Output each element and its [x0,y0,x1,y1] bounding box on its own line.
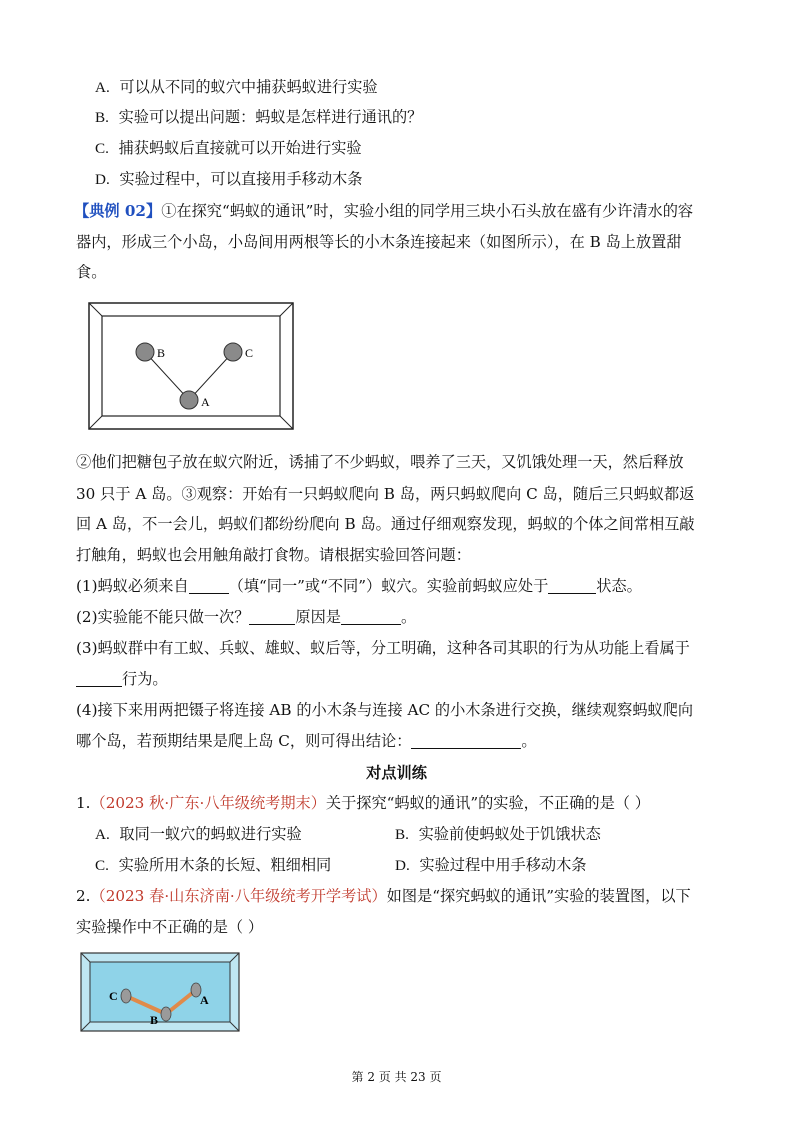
sub-question-4: (4)接下来用两把镊子将连接 AB 的小木条与连接 AC 的小木条进行交换，继续观察蚂蚁爬向 [76,701,694,719]
passage-line-2: 30 只于 A 岛。③观察：开始有一只蚂蚁爬向 B 岛，两只蚂蚁爬向 C 岛，随后三只蚂蚁都返 [76,485,695,503]
island-label-a: A [201,395,210,409]
practice-1-options-row-2: C. 实验所用木条的长短、粗细相同 D. 实验过程中用手移动木条 [95,856,587,874]
section-title: 对点训练 [366,764,427,782]
figure-ant-islands-1 [88,302,294,430]
option-d: D. 实验过程中，可以直接用手移动木条 [95,170,363,188]
island-label-b: B [157,346,166,360]
practice-1-options-row-1: A. 取同一蚁穴的蚂蚁进行实验 B. 实验前使蚂蚁处于饥饿状态 [95,825,601,843]
practice-1-source: （2023 秋·广东·八年级统考期末） [90,794,326,812]
example-line-2: 器内，形成三个小岛，小岛间用两根等长的小木条连接起来（如图所示），在 B 岛上放置甜 [76,233,682,251]
island-label-a2: A [200,993,209,1007]
option-a: A. 可以从不同的蚁穴中捕获蚂蚁进行实验 [95,78,378,96]
practice-2-stem: 2.（2023 春·山东济南·八年级统考开学考试）如图是“探究蚂蚁的通讯”实验的装置图，以下 [76,887,691,905]
passage-line-3: 回 A 岛，不一会儿，蚂蚁们都纷纷爬向 B 岛。通过仔细观察发现，蚂蚁的个体之间常相互敲 [76,515,695,533]
example-line-3: 食。 [76,263,107,281]
page-footer: 第 2 页 共 23 页 [351,1070,442,1084]
sub-question-4-cont: 哪个岛，若预期结果是爬上岛 C，则可得出结论： 。 [76,732,537,750]
island-label-b2: B [150,1013,159,1027]
island-label-c: C [245,346,254,360]
sub-question-2: (2)实验能不能只做一次？ 原因是 。 [76,608,417,626]
sub-question-1: (1)蚂蚁必须来自 （填“同一”或“不同”）蚁穴。实验前蚂蚁应处于 状态。 [76,577,642,595]
option-c: C. 捕获蚂蚁后直接就可以开始进行实验 [95,139,362,157]
practice-2-source: （2023 春·山东济南·八年级统考开学考试） [90,887,387,905]
example-tag: 【典例 02】 [74,202,162,220]
example-line-1: 【典例 02】①在探究“蚂蚁的通讯”时，实验小组的同学用三块小石头放在盛有少许清水的容 [74,202,694,220]
passage-line-4: 打触角，蚂蚁也会用触角敲打食物。请根据实验回答问题： [76,546,471,564]
sub-question-3-cont: 行为。 [76,669,168,689]
island-label-c2: C [109,989,118,1003]
passage-line-1: ②他们把糖包子放在蚁穴附近，诱捕了不少蚂蚁，喂养了三天，又饥饿处理一天，然后释放 [76,453,684,471]
sub-question-3: (3)蚂蚁群中有工蚁、兵蚁、雄蚁、蚁后等，分工明确，这种各司其职的行为从功能上看属于 [76,639,690,657]
option-b: B. 实验可以提出问题：蚂蚁是怎样进行通讯的？ [95,108,423,126]
practice-1-stem: 1.（2023 秋·广东·八年级统考期末）关于探究“蚂蚁的通讯”的实验，不正确的是（ ） [76,794,650,812]
figure-ant-islands-2 [80,952,240,1032]
practice-2-stem-cont: 实验操作中不正确的是（ ） [76,918,264,936]
